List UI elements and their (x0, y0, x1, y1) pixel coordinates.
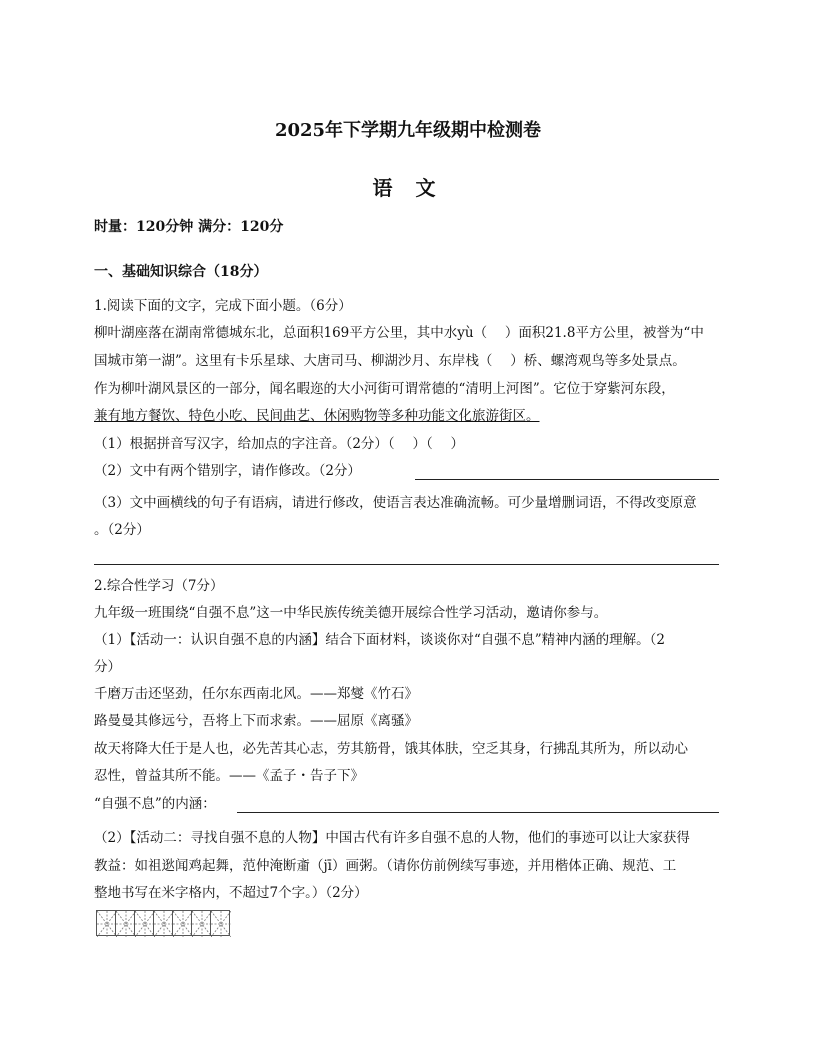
activity2: （2）【活动二：寻找自强不息的人物】中国古代有许多自强不息的人物，他们的事迹可以让大家获得 (94, 830, 690, 846)
meaning-label: “自强不息”的内涵： (94, 796, 216, 812)
passage-line: 柳叶湖座落在湖南常德城东北，总面积169平方公里，其中水yù（ ）面积21.8平方公里，被誉为“中 (94, 325, 704, 341)
exam-title: 2025年下学期九年级期中检测卷 (274, 120, 542, 141)
grid-cell[interactable] (210, 910, 230, 936)
q1-sub3-cont: 。（2分） (94, 522, 150, 538)
material-quote: 路曼曼其修远兮，吾将上下而求索。——屈原《离骚》 (94, 713, 418, 729)
passage-underlined-sentence: 兼有地方餐饮、特色小吃、民间曲艺、休闲购物等多种功能文化旅游街区。 (94, 408, 540, 424)
material-quote: 千磨万击还坚劲，任尔东西南北风。——郑燮《竹石》 (94, 686, 418, 702)
grid-cell[interactable] (191, 910, 211, 936)
mi-character-grid (97, 910, 230, 936)
q1-sub3: （3）文中画横线的句子有语病，请进行修改，使语言表达准确流畅。可少量增删词语，不得改变原意 (94, 495, 697, 511)
activity1-cont: 分） (94, 659, 121, 675)
q1-intro: 1.阅读下面的文字，完成下面小题。（6分） (94, 298, 352, 314)
answer-line (415, 479, 719, 480)
material-quote-cont: 忍性，曾益其所不能。——《孟子・告子下》 (94, 768, 364, 784)
q1-sub1: （1）根据拼音写汉字，给加点的字注音。（2分）（ ）（ ） (94, 436, 465, 452)
passage-line: 国城市第一湖”。这里有卡乐星球、大唐司马、柳湖沙月、东岸栈（ ）桥、螺湾观鸟等多处景点。 (94, 353, 686, 369)
answer-line (237, 812, 719, 813)
grid-cell[interactable] (153, 910, 173, 936)
grid-cell[interactable] (134, 910, 154, 936)
passage-line: 作为柳叶湖风景区的一部分，闻名暇迩的大小河街可谓常德的“清明上河图”。它位于穿紫河东段， (94, 381, 675, 397)
material-quote: 故天将降大任于是人也，必先苦其心志，劳其筋骨，饿其体肤，空乏其身，行拂乱其所为，所以动心 (94, 741, 688, 757)
grid-cell[interactable] (172, 910, 192, 936)
q2-lead: 九年级一班围绕“自强不息”这一中华民族传统美德开展综合性学习活动，邀请你参与。 (94, 605, 608, 621)
grid-cell[interactable] (96, 910, 116, 936)
activity1: （1）【活动一：认识自强不息的内涵】结合下面材料，谈谈你对“自强不息”精神内涵的理解。（2 (94, 632, 665, 648)
time-info: 时量：120分钟 满分：120分 (94, 219, 284, 235)
section-heading: 一、基础知识综合（18分） (94, 264, 268, 280)
subject-title: 语 文 (372, 176, 444, 200)
activity2-cont: 教益：如祖逖闻鸡起舞，范仲淹断齑（jī）画粥。（请你仿前例续写事迹，并用楷体正确、规范、工 (94, 858, 677, 874)
q2-intro: 2.综合性学习（7分） (94, 578, 224, 594)
grid-cell[interactable] (115, 910, 135, 936)
answer-line (94, 564, 719, 565)
q1-sub2: （2）文中有两个错别字，请作修改。（2分） (94, 463, 361, 479)
activity2-cont: 整地书写在米字格内，不超过7个字。）（2分） (94, 885, 368, 901)
